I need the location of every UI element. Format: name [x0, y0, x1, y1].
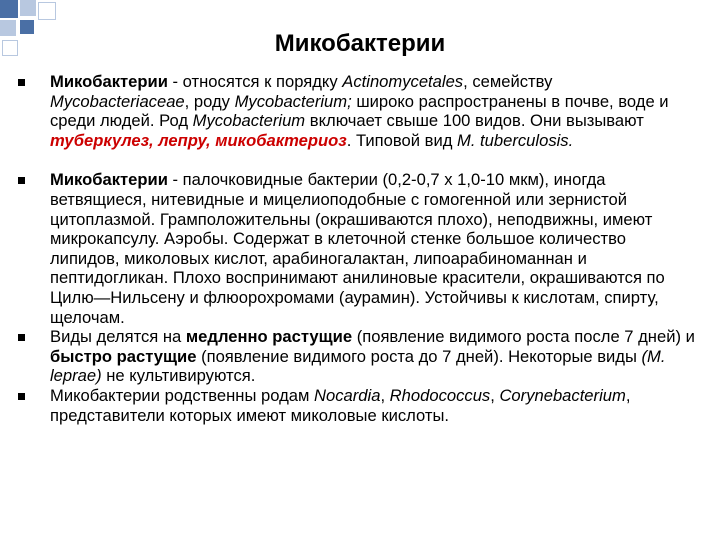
text-span: - относятся к порядку [167, 72, 343, 91]
text-span: , [380, 385, 390, 405]
list-item-text [50, 72, 696, 150]
text-span: - палочковидные бактерии (0,2-0,7 х 1,0-10 мкм), иногда ветвящиеся, нитевидные и мицелиоподобные с гомогенной или зернистой цитоплазмой. Грамположительны (окрашиваются плохо), неподвижны, имеют микрокапсулу. Аэробы. Содержат в клеточной стенке большое количество липидов, миколовых кислот, арабиногалактан, липоарабиноманнан и пептидогликан. Плохо воспринимают анилиновые красители, окрашиваются по Цилю—Нильсену и флюорохромами (аурамин). Устойчивы к кислотам, спирту, щелочам. [50, 170, 665, 327]
list-item-text [50, 327, 696, 386]
taxon: Nocardia [314, 385, 381, 405]
page-title: Микобактерии [274, 30, 446, 57]
taxon: M. tuberculosis. [457, 130, 574, 150]
text-span: (появление видимого роста до 7 дней). Некоторые виды [196, 346, 642, 366]
diseases-highlight: туберкулез, лепру, микобактериоз [50, 130, 347, 150]
taxon: (M. leprae) [50, 346, 666, 386]
text-span: , роду [184, 91, 235, 111]
text-span: , представители которых имеют миколовые кислоты. [50, 385, 631, 425]
deco-square [20, 0, 36, 16]
text-span: (появление видимого роста после 7 дней) и [352, 327, 695, 347]
text-span: Микобактерии родственны родам [50, 385, 315, 405]
bullet-square-icon [18, 79, 25, 86]
list-item [16, 72, 696, 150]
deco-square [0, 0, 18, 18]
bullet-square-icon [18, 177, 25, 184]
taxon: Rhodococcus [389, 385, 491, 405]
list-item-text [50, 170, 696, 327]
list-item [16, 170, 696, 327]
bullet-square-icon [18, 393, 25, 400]
bullet-square-icon [18, 334, 25, 341]
taxon: Actinomycetales [342, 72, 464, 91]
deco-square [38, 2, 56, 20]
text-span: Виды делятся на [50, 327, 186, 347]
list-item-text [50, 386, 696, 425]
term: Микобактерии [50, 72, 168, 91]
text-span: широко распространены в почве, воде и среди людей. Род [50, 91, 669, 131]
list-item [16, 327, 696, 386]
term: быстро растущие [50, 346, 197, 366]
text-span: включает свыше 100 видов. Они вызывают [305, 111, 644, 131]
term: Микобактерии [50, 170, 168, 190]
text-span: не культивируются. [101, 366, 256, 386]
bullet-list [16, 72, 696, 425]
taxon: Mycobacterium [192, 111, 306, 131]
text-span: , [490, 385, 500, 405]
text-span: . Типовой вид [346, 130, 458, 150]
taxon: Mycobacteriaceae [50, 91, 185, 111]
text-span: , семейству [463, 72, 553, 91]
taxon: Mycobacterium; [234, 91, 352, 111]
taxon: Corynebacterium [499, 385, 626, 405]
list-item [16, 386, 696, 425]
term: медленно растущие [185, 327, 353, 347]
